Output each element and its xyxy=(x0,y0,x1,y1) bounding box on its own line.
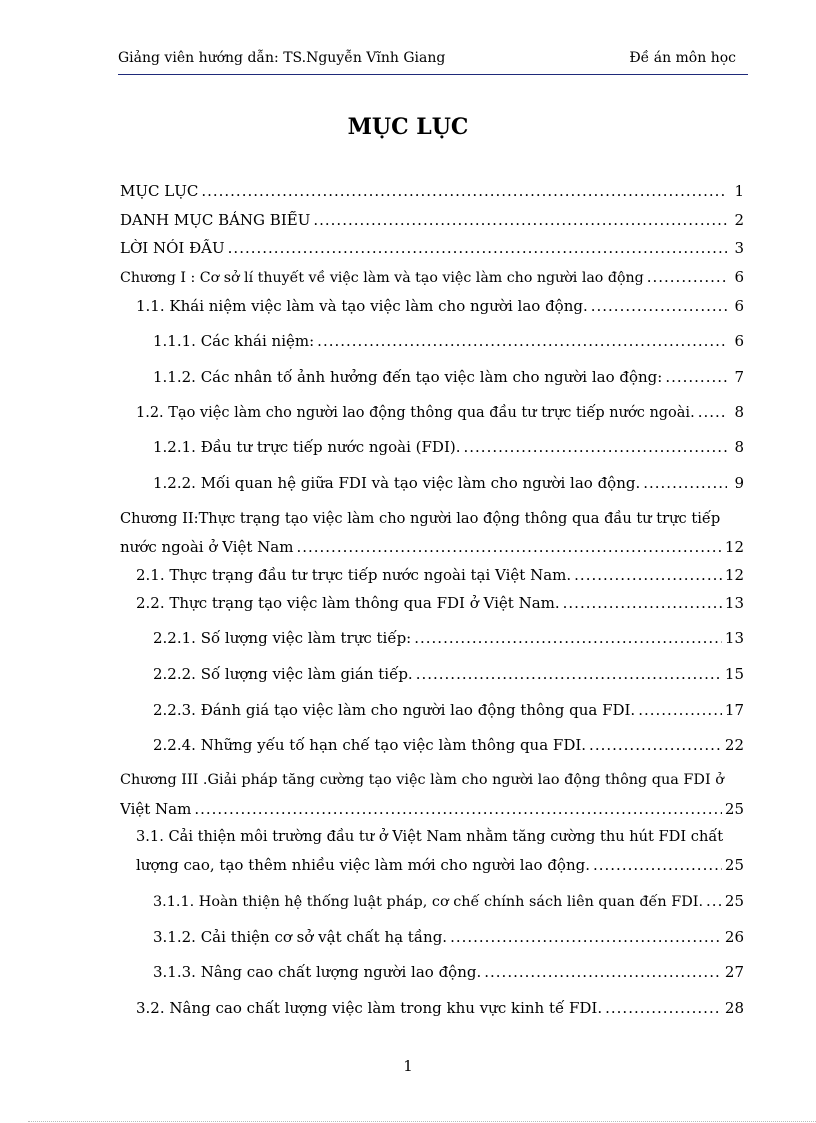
toc-entry[interactable] xyxy=(120,211,744,229)
toc-entry-page: 8 xyxy=(734,438,744,456)
toc-entry-page: 6 xyxy=(734,332,744,350)
toc-entry-text-line1[interactable]: 3.1. Cải thiện môi trường đầu tư ở Việt Nam nhằm tăng cường thu hút FDI chất xyxy=(136,828,724,845)
toc-entry-page: 1 xyxy=(734,182,744,200)
toc-entry-text: 3.1.2. Cải thiện cơ sở vật chất hạ tầng. xyxy=(153,928,448,946)
toc-entry-text: 2.2.4. Những yếu tố hạn chế tạo việc làm thông qua FDI. xyxy=(153,736,587,754)
toc-entry[interactable] xyxy=(136,594,744,612)
toc-entry[interactable] xyxy=(153,332,744,350)
toc-entry-text: MỤC LỤC xyxy=(120,182,199,200)
toc-entry[interactable] xyxy=(120,800,744,818)
header-doc-type: Đề án môn học xyxy=(629,50,736,66)
page-bottom-divider xyxy=(28,1121,816,1122)
toc-entry[interactable] xyxy=(136,297,744,315)
header-supervisor: Giảng viên hướng dẫn: TS.Nguyễn Vĩnh Giang xyxy=(118,50,446,66)
toc-entry-text: 1.2.1. Đầu tư trực tiếp nước ngoài (FDI). xyxy=(153,438,461,456)
toc-entry-text: 3.2. Nâng cao chất lượng việc làm trong khu vực kinh tế FDI. xyxy=(136,999,603,1017)
toc-entry[interactable] xyxy=(153,665,744,683)
toc-entry-page: 17 xyxy=(724,701,744,719)
toc-entry-text: DANH MỤC BẢNG BIỂU xyxy=(120,211,311,229)
toc-entry-text: 2.2. Thực trạng tạo việc làm thông qua FDI ở Việt Nam. xyxy=(136,594,560,612)
toc-entry-page: 12 xyxy=(724,566,744,584)
page-title: MỤC LỤC xyxy=(347,114,469,140)
toc-entry-page: 28 xyxy=(724,999,744,1017)
toc-entry-page: 25 xyxy=(724,856,744,874)
toc-entry-page: 12 xyxy=(724,538,744,556)
toc-entry[interactable] xyxy=(136,403,744,421)
toc-entry-text: 1.1. Khái niệm việc làm và tạo việc làm cho người lao động. xyxy=(136,297,588,315)
toc-entry[interactable] xyxy=(153,438,744,456)
toc-entry-text: Chương I : Cơ sở lí thuyết về việc làm và tạo việc làm cho người lao động xyxy=(120,270,644,286)
toc-entry-page: 26 xyxy=(724,928,744,946)
toc-entry[interactable] xyxy=(120,182,744,200)
toc-entry-text: 3.1.1. Hoàn thiện hệ thống luật pháp, cơ chế chính sách liên quan đến FDI. xyxy=(153,894,704,910)
toc-entry-text: nước ngoài ở Việt Nam xyxy=(120,538,294,556)
toc-entry[interactable] xyxy=(136,999,744,1017)
toc-entry-text: 2.2.1. Số lượng việc làm trực tiếp: xyxy=(153,629,412,647)
toc-entry[interactable] xyxy=(153,963,744,981)
toc-entry-page: 13 xyxy=(724,594,744,612)
toc-entry-page: 22 xyxy=(724,736,744,754)
toc-entry[interactable] xyxy=(153,736,744,754)
header-divider xyxy=(118,74,748,75)
toc-entry-text: 1.2.2. Mối quan hệ giữa FDI và tạo việc làm cho người lao động. xyxy=(153,474,641,492)
toc-entry-text: 2.2.3. Đánh giá tạo việc làm cho người lao động thông qua FDI. xyxy=(153,701,636,719)
toc-entry-page: 25 xyxy=(724,892,744,910)
toc-entry[interactable] xyxy=(153,701,744,719)
toc-entry-text-line1[interactable]: Chương III .Giải pháp tăng cường tạo việc làm cho người lao động thông qua FDI ở xyxy=(120,772,724,788)
toc-entry[interactable] xyxy=(136,566,744,584)
toc-entry-text: 3.1.3. Nâng cao chất lượng người lao động. xyxy=(153,963,482,981)
toc-entry[interactable] xyxy=(120,538,744,556)
page-header xyxy=(118,50,746,72)
toc-entry[interactable] xyxy=(153,474,744,492)
toc-entry[interactable] xyxy=(136,856,744,874)
toc-entry-page: 25 xyxy=(724,800,744,818)
toc-entry[interactable] xyxy=(153,892,744,910)
toc-entry-page: 6 xyxy=(734,268,744,286)
page-number: 1 xyxy=(403,1057,413,1075)
toc-entry-page: 7 xyxy=(734,368,744,386)
toc-entry-text: Việt Nam xyxy=(120,800,192,818)
toc-entry-text: 2.1. Thực trạng đầu tư trực tiếp nước ngoài tại Việt Nam. xyxy=(136,566,572,584)
toc-entry-text: lượng cao, tạo thêm nhiều việc làm mới cho người lao động. xyxy=(136,856,590,874)
toc-entry-page: 27 xyxy=(724,963,744,981)
toc-entry-text: 1.2. Tạo việc làm cho người lao động thông qua đầu tư trực tiếp nước ngoài. xyxy=(136,405,695,421)
toc-entry[interactable] xyxy=(120,239,744,257)
toc-entry-page: 13 xyxy=(724,629,744,647)
toc-entry-text: 1.1.1. Các khái niệm: xyxy=(153,332,315,350)
toc-entry-page: 3 xyxy=(734,239,744,257)
toc-entry-page: 8 xyxy=(734,403,744,421)
toc-entry[interactable] xyxy=(153,928,744,946)
toc-entry[interactable] xyxy=(153,368,744,386)
toc-entry-page: 9 xyxy=(734,474,744,492)
toc-entry-page: 6 xyxy=(734,297,744,315)
toc-entry-text: 2.2.2. Số lượng việc làm gián tiếp. xyxy=(153,665,413,683)
toc-entry-page: 15 xyxy=(724,665,744,683)
toc-entry-text-line1[interactable]: Chương II:Thực trạng tạo việc làm cho người lao động thông qua đầu tư trực tiếp xyxy=(120,510,721,527)
toc-entry-text: 1.1.2. Các nhân tố ảnh hưởng đến tạo việc làm cho người lao động: xyxy=(153,368,663,386)
toc-entry-page: 2 xyxy=(734,211,744,229)
toc-entry[interactable] xyxy=(120,268,744,286)
toc-entry-text: LỜI NÓI ĐẦU xyxy=(120,239,225,257)
toc-entry[interactable] xyxy=(153,629,744,647)
